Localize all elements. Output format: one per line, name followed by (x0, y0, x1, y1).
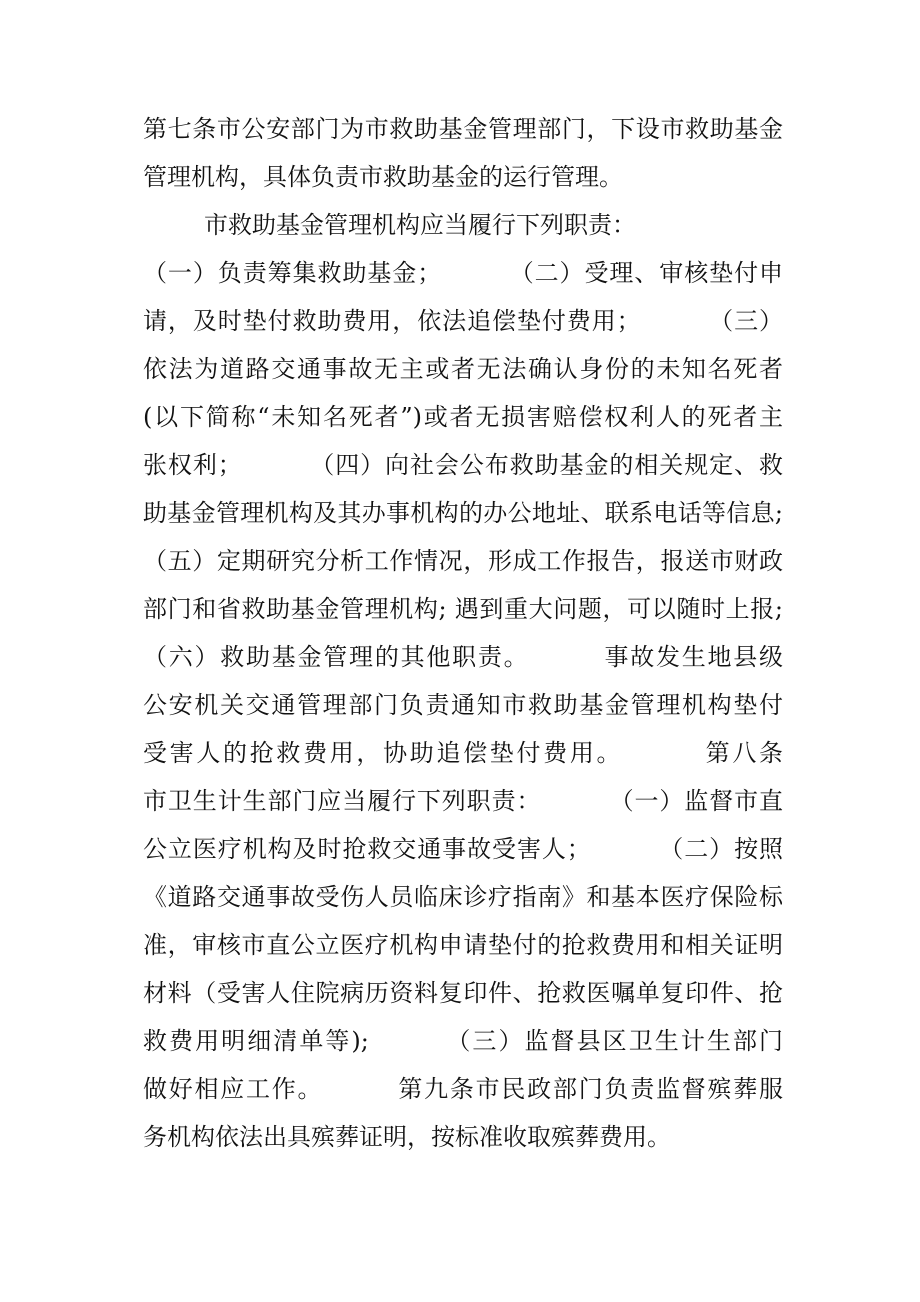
text-line: 管理机构，具体负责市救助基金的运行管理。 (143, 163, 623, 191)
text-line: 请，及时垫付救助费用，依法追偿垫付费用； （三） (143, 307, 783, 335)
text-line: 公立医疗机构及时抢救交通事故受害人； （二）按照 (143, 835, 783, 863)
text-line: 准，审核市直公立医疗机构申请垫付的抢救费用和相关证明 (143, 931, 783, 959)
text-line: 依法为道路交通事故无主或者无法确认身份的未知名死者 (143, 355, 783, 383)
text-line: （五）定期研究分析工作情况，形成工作报告，报送市财政 (143, 547, 783, 575)
text-line: （一）负责筹集救助基金； （二）受理、审核垫付申 (143, 259, 783, 287)
text-line: 受害人的抢救费用，协助追偿垫付费用。 第八条 (143, 739, 783, 767)
text-line: 公安机关交通管理部门负责通知市救助基金管理机构垫付 (143, 691, 783, 719)
text-line: 助基金管理机构及其办事机构的办公地址、联系电话等信息; (143, 499, 783, 527)
text-line: 市卫生计生部门应当履行下列职责： （一）监督市直 (143, 787, 783, 815)
text-line: 务机构依法出具殡葬证明，按标准收取殡葬费用。 (143, 1123, 671, 1151)
text-line: 市救助基金管理机构应当履行下列职责： (143, 211, 637, 239)
text-line: (以下简称“未知名死者”)或者无损害赔偿权利人的死者主 (143, 403, 783, 431)
text-line: 材料（受害人住院病历资料复印件、抢救医嘱单复印件、抢 (143, 979, 783, 1007)
text-line: 做好相应工作。 第九条市民政部门负责监督殡葬服 (143, 1075, 783, 1103)
text-line: （六）救助基金管理的其他职责。 事故发生地县级 (143, 643, 783, 671)
text-line: 救费用明细清单等); （三）监督县区卫生计生部门 (143, 1027, 783, 1055)
text-line: 《道路交通事故受伤人员临床诊疗指南》和基本医疗保险标 (143, 883, 783, 911)
text-line: 张权利； （四）向社会公布救助基金的相关规定、救 (143, 451, 783, 479)
text-line: 部门和省救助基金管理机构; 遇到重大问题，可以随时上报; (143, 595, 783, 623)
text-line: 第七条市公安部门为市救助基金管理部门，下设市救助基金 (143, 115, 783, 143)
